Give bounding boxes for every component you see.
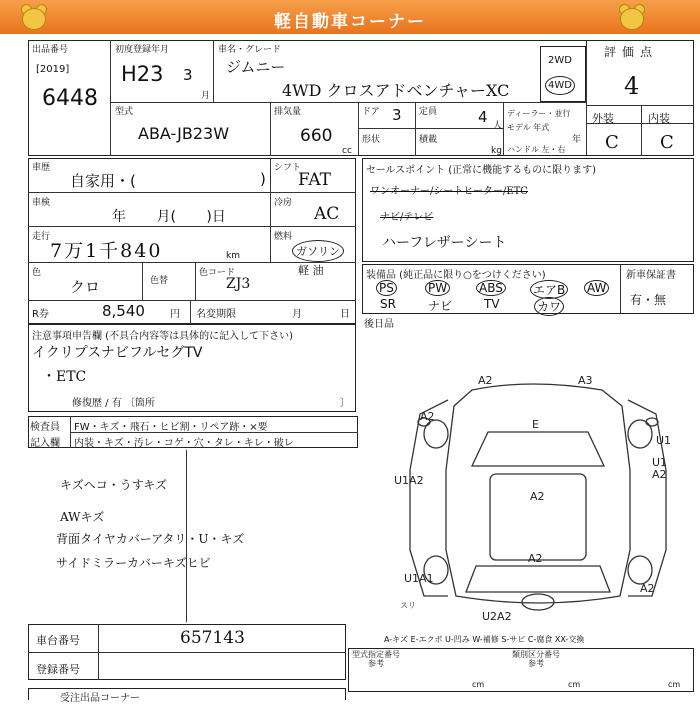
lot-number: 6448 [42, 86, 98, 111]
handle-label: ハンドル 左・右 [507, 145, 566, 154]
inspection-text: 年 月( )日 [112, 209, 226, 225]
repair-history: 修復歴 / 有 〔箇所 [72, 398, 155, 409]
doors-label: ドア [362, 107, 380, 117]
lot-year-code: [2019] [36, 64, 70, 75]
exterior-value: C [605, 132, 619, 153]
name-change-month: 月 [292, 309, 302, 320]
capacity-value: 4 [478, 108, 488, 126]
equip-ps: PS [376, 280, 397, 296]
shift-label: シフト [274, 163, 302, 173]
spec-number-label: 型式指定番号 [352, 650, 400, 659]
doors-value: 3 [392, 106, 402, 124]
equip-aw: AW [584, 280, 609, 296]
equip-leather: カワ [534, 297, 564, 316]
mark-u1a1-left: U1A1 [404, 572, 434, 585]
handwritten-line-1: キズヘコ・うすキズ [60, 478, 168, 492]
banner-title: 軽自動車コーナー [274, 12, 426, 32]
dim-cm-3: cm [668, 680, 681, 689]
usage-label: 車歴 [32, 163, 51, 173]
model-year-label: モデル 年式 [507, 123, 550, 132]
inspector-label-1: 検査員 [30, 422, 60, 433]
lot-label: 出品番号 [32, 45, 69, 55]
name-change-label: 名変期限 [196, 309, 236, 320]
handwritten-line-2: AWキズ [60, 510, 105, 524]
sales-line-1: ワンオーナー/シートヒーター/ETC [370, 186, 528, 197]
score-value: 4 [624, 72, 640, 100]
fuel-label: 燃料 [274, 232, 293, 242]
dim-cm-2: cm [568, 680, 581, 689]
registration-label: 初度登録年月 [115, 45, 170, 55]
mark-u1-right-2: U1 [652, 456, 668, 469]
mark-u1a2-left: U1A2 [394, 474, 424, 487]
color-code-label: 色コード [199, 268, 236, 278]
header-banner [0, 0, 700, 34]
dealer-label: ディーラー・並行 [507, 109, 571, 118]
equipment-title: 装備品 (純正品に限り○をつけください) [366, 270, 546, 281]
mileage-value: 7万1千840 [50, 240, 163, 262]
equip-abs: ABS [476, 280, 506, 296]
equip-sr: SR [380, 297, 396, 311]
usage-value: 自家用・( [70, 172, 136, 190]
inspection-label: 車検 [32, 198, 51, 208]
notes-title: 注意事項申告欄 (不具合内容等は具体的に記入して下さい) [32, 331, 293, 342]
drive-2wd: 2WD [548, 55, 572, 66]
damage-diagram [380, 370, 692, 622]
mark-e: E [532, 418, 539, 431]
model-code-label: 型式 [115, 107, 134, 117]
name-change-day: 日 [340, 309, 350, 320]
recycle-label: R券 [32, 309, 49, 320]
equip-tv: TV [484, 297, 500, 311]
dim-cm-1: cm [472, 680, 485, 689]
registration-month-suffix: 月 [201, 91, 211, 101]
equip-pw: PW [425, 280, 450, 296]
sales-line-3: ハーフレザーシート [382, 235, 507, 251]
warranty-label: 新車保証書 [626, 270, 676, 281]
inspector-row-1: FW・キズ・飛石・ヒビ割・リペア跡・×要 [74, 422, 268, 433]
recycle-value: 8,540 [102, 302, 145, 320]
mark-a2-center: A2 [530, 490, 545, 503]
mark-a2-mirror-left: A2 [420, 410, 435, 423]
notes-line-1: イクリプスナビフルセグTV [32, 345, 203, 361]
mileage-unit: km [226, 251, 240, 261]
chassis-label: 車台番号 [36, 634, 80, 647]
interior-label: 内装 [648, 112, 670, 125]
color-label: 色 [32, 268, 42, 278]
displacement-label: 排気量 [274, 107, 302, 117]
mark-a2-right: A2 [652, 468, 667, 481]
shape-label: 形状 [362, 135, 381, 145]
model-name-label: 車名・グレード [218, 45, 282, 55]
class-ref: 参考 [528, 659, 544, 668]
recycle-unit: 円 [170, 309, 180, 320]
equip-navi: ナビ [428, 299, 453, 313]
chassis-number: 657143 [180, 628, 245, 648]
score-label: 評価点 [604, 45, 659, 59]
handwritten-line-4: サイドミラーカバーキズヒビ [56, 556, 211, 570]
mark-a2-front: A2 [478, 374, 493, 387]
color-value: クロ [70, 278, 101, 296]
load-unit: kg [491, 146, 502, 156]
model-year-unit: 年 [572, 135, 582, 145]
registration-era-year: H23 [121, 62, 164, 86]
usage-close: ) [260, 170, 266, 188]
mark-scratch: スリ [400, 601, 416, 610]
spec-ref: 参考 [368, 659, 384, 668]
inspector-row-2: 内装・キズ・汚レ・コゲ・穴・タレ・キレ・破レ [74, 438, 294, 449]
sales-line-2: ナビ/テレビ [380, 212, 434, 223]
warranty-value: 有・無 [630, 293, 667, 307]
model-code: ABA-JB23W [138, 124, 230, 143]
model-name: ジムニー [226, 58, 286, 76]
fuel-gas: ガソリン [292, 240, 344, 262]
mark-a3-front: A3 [578, 374, 593, 387]
rear-seat-label: 後日品 [364, 319, 394, 330]
interior-value: C [660, 132, 674, 153]
capacity-label: 定員 [419, 107, 438, 117]
plate-label: 登録番号 [36, 663, 80, 676]
mileage-label: 走行 [32, 232, 51, 242]
notes-line-2: ・ETC [42, 369, 87, 385]
shift-value: FAT [298, 170, 332, 190]
sales-points-title: セールスポイント (正常に機能するものに限ります) [366, 165, 597, 176]
inspector-label-2: 記入欄 [30, 438, 60, 449]
color-code: ZJ3 [226, 276, 251, 292]
diagram-legend: A-キズ E-エクボ U-凹み W-補修 S-サビ C-腐食 XX-交換 [384, 635, 585, 644]
displacement-unit: cc [342, 146, 352, 156]
load-label: 積載 [419, 135, 438, 145]
ac-label: 冷房 [274, 198, 293, 208]
mark-u1-right: U1 [656, 434, 672, 447]
registration-month: 3 [183, 66, 193, 84]
footer-text: 受注出品コーナー [60, 693, 140, 704]
fuel-diesel: 軽 油 [298, 264, 324, 277]
handwritten-line-3: 背面タイヤカバーアタリ・U・キズ [56, 532, 245, 546]
exterior-label: 外装 [592, 112, 614, 125]
ac-value: AC [314, 204, 340, 224]
mark-a2-rear-right: A2 [640, 582, 655, 595]
bear-mascot-icon [616, 2, 646, 32]
mark-a2-rear: A2 [528, 552, 543, 565]
class-number-label: 類別区分番号 [512, 650, 560, 659]
equip-airbag: エアB [530, 280, 568, 299]
color-change-label: 色替 [150, 276, 169, 286]
repair-bracket: 〕 [340, 398, 350, 409]
capacity-unit: 人 [493, 121, 503, 131]
model-grade: 4WD クロスアドベンチャーXC [282, 81, 510, 100]
drive-4wd: 4WD [545, 76, 575, 95]
displacement-value: 660 [300, 126, 333, 146]
mark-u2a2: U2A2 [482, 610, 512, 622]
